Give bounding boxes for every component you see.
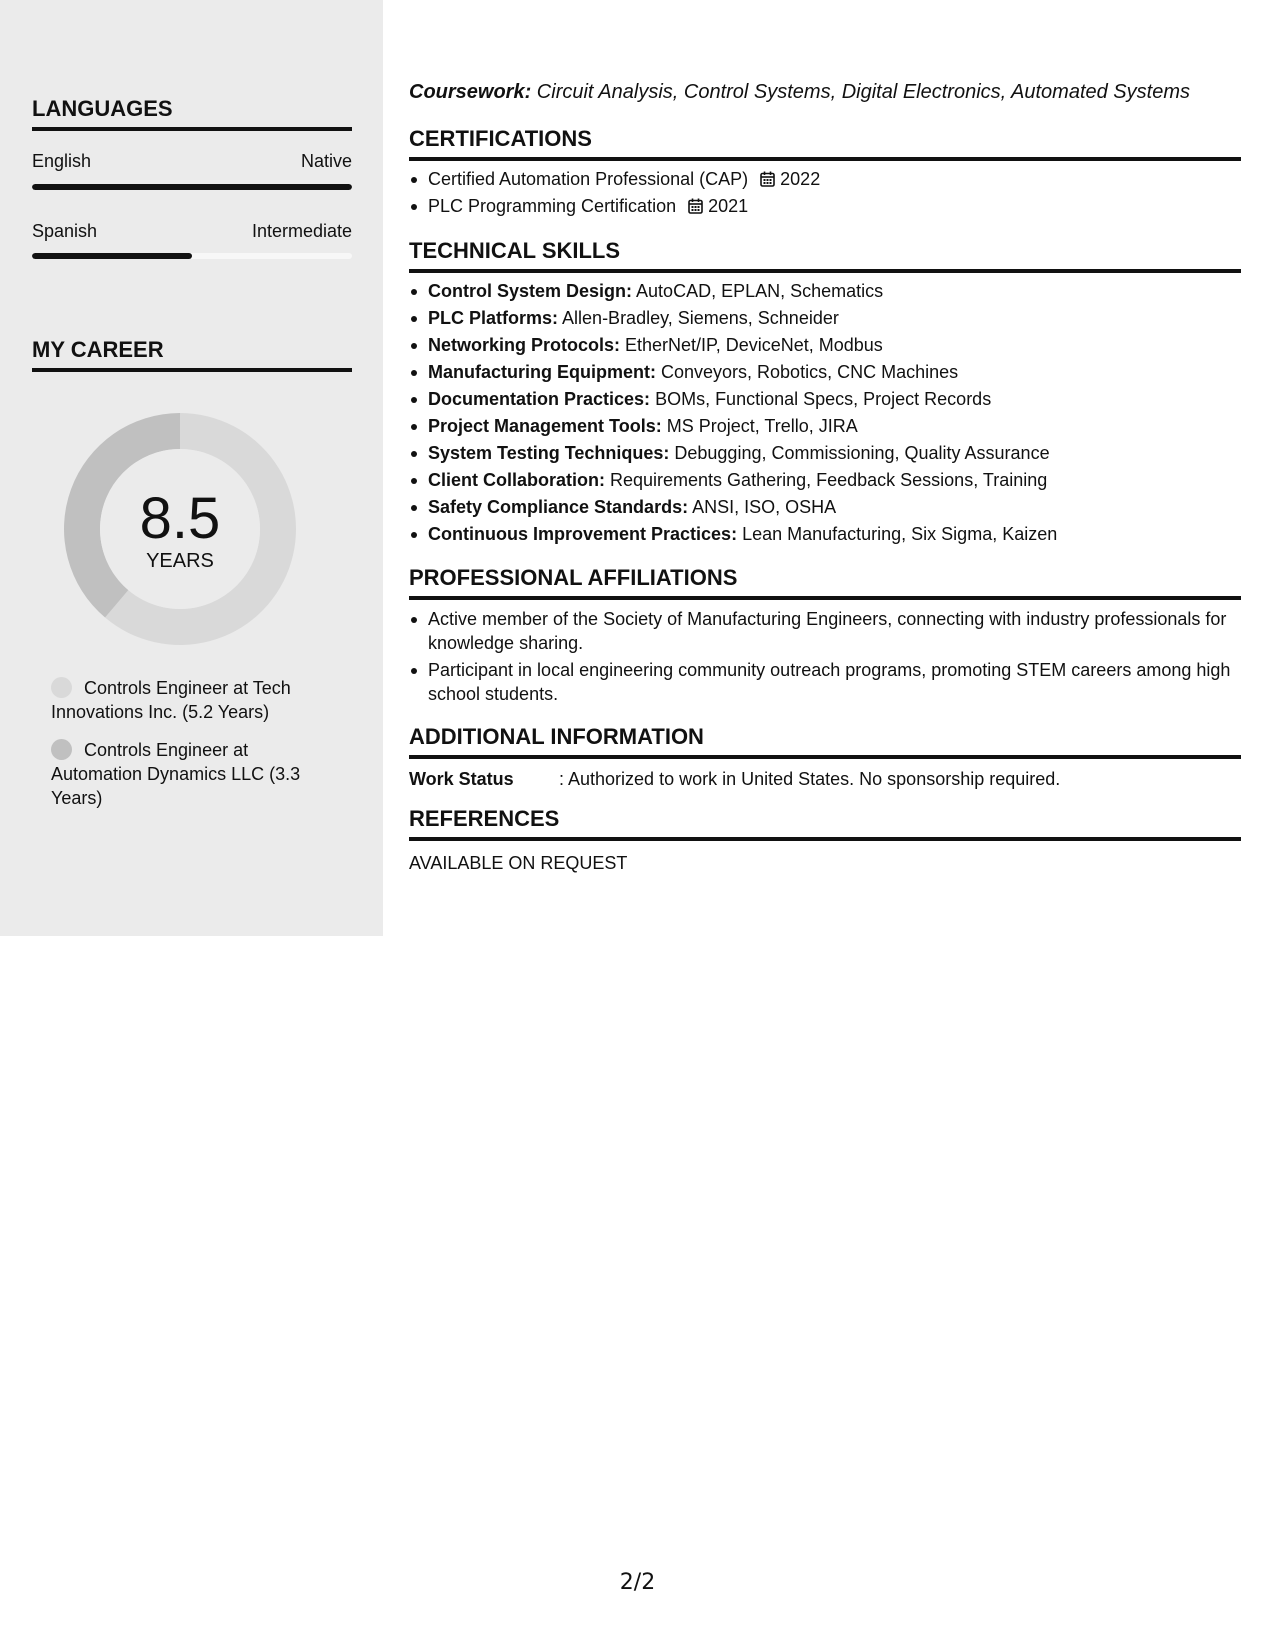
coursework-text: Circuit Analysis, Control Systems, Digital Electronics, Automated Systems — [531, 81, 1190, 103]
language-name: Spanish — [32, 221, 98, 241]
skill-value: Debugging, Commissioning, Quality Assurance — [669, 443, 1050, 463]
certification-year: 2021 — [708, 196, 749, 216]
skill-item — [409, 440, 1241, 467]
skill-value: Allen-Bradley, Siemens, Schneider — [558, 308, 839, 328]
skill-item — [409, 494, 1241, 521]
skill-value: EtherNet/IP, DeviceNet, Modbus — [620, 335, 883, 355]
skill-label: Manufacturing Equipment: — [428, 362, 656, 382]
certifications-heading: CERTIFICATIONS — [409, 126, 1241, 161]
certification-name: Certified Automation Professional (CAP) — [428, 169, 749, 189]
skill-item — [409, 386, 1241, 413]
career-total-unit: YEARS — [146, 550, 214, 572]
skill-value: BOMs, Functional Specs, Project Records — [650, 389, 992, 409]
skill-label: Safety Compliance Standards: — [428, 497, 689, 517]
certifications-list — [409, 166, 1241, 220]
language-name: English — [32, 151, 92, 171]
calendar-icon — [688, 198, 703, 214]
coursework-line — [409, 78, 1241, 106]
skill-label: Documentation Practices: — [428, 389, 651, 409]
skill-item — [409, 467, 1241, 494]
certification-year: 2022 — [780, 169, 821, 189]
skill-label: Client Collaboration: — [428, 470, 605, 490]
career-heading: MY CAREER — [32, 337, 352, 372]
skill-item — [409, 332, 1241, 359]
languages-heading: LANGUAGES — [32, 96, 352, 131]
affiliation-item: Participant in local engineering community outreach programs, promoting STEM careers among high school students. — [409, 658, 1241, 706]
language-bar-english — [32, 184, 352, 190]
skill-item — [409, 278, 1241, 305]
skill-label: Continuous Improvement Practices: — [428, 524, 738, 544]
skill-item — [409, 413, 1241, 440]
calendar-icon — [760, 171, 775, 187]
career-legend-label: Controls Engineer at Automation Dynamics LLC (3.3 Years) — [51, 740, 301, 808]
affiliations-list — [409, 607, 1241, 709]
work-status-row — [409, 766, 1241, 792]
skill-label: Networking Protocols: — [428, 335, 621, 355]
language-bar-fill — [32, 253, 192, 259]
career-total — [64, 486, 296, 573]
coursework-label: Coursework: — [409, 81, 532, 103]
skill-value: Requirements Gathering, Feedback Sessions, Training — [605, 470, 1048, 490]
additional-info-heading: ADDITIONAL INFORMATION — [409, 724, 1241, 759]
skill-item — [409, 305, 1241, 332]
affiliations-heading: PROFESSIONAL AFFILIATIONS — [409, 565, 1241, 600]
affiliation-item: Active member of the Society of Manufacturing Engineers, connecting with industry professionals for knowledge sharing. — [409, 607, 1241, 655]
skill-value: MS Project, Trello, JIRA — [661, 416, 858, 436]
language-row-spanish — [32, 221, 352, 245]
legend-dot — [51, 677, 72, 698]
skill-item — [409, 359, 1241, 386]
career-donut-chart — [64, 413, 296, 645]
skill-value: ANSI, ISO, OSHA — [688, 497, 837, 517]
career-legend-item — [51, 676, 321, 724]
sidebar — [0, 0, 383, 936]
technical-skills-list — [409, 278, 1241, 548]
certification-name: PLC Programming Certification — [428, 196, 677, 216]
certification-item — [409, 166, 1241, 193]
work-status-value: : Authorized to work in United States. No sponsorship required. — [559, 769, 1061, 789]
skill-value: Conveyors, Robotics, CNC Machines — [656, 362, 959, 382]
skill-label: Project Management Tools: — [428, 416, 662, 436]
language-level: Native — [300, 151, 352, 171]
career-legend-label: Controls Engineer at Tech Innovations Inc. (5.2 Years) — [51, 678, 291, 722]
skill-label: System Testing Techniques: — [428, 443, 670, 463]
legend-dot — [51, 739, 72, 760]
skill-label: Control System Design: — [428, 281, 633, 301]
skill-label: PLC Platforms: — [428, 308, 559, 328]
career-total-value: 8.5 — [139, 486, 221, 551]
language-bar-spanish — [32, 253, 352, 259]
skill-value: Lean Manufacturing, Six Sigma, Kaizen — [737, 524, 1058, 544]
skill-value: AutoCAD, EPLAN, Schematics — [632, 281, 884, 301]
language-bar-fill — [32, 184, 352, 190]
career-legend-item — [51, 738, 321, 810]
certification-item — [409, 193, 1241, 220]
language-level: Intermediate — [251, 221, 352, 241]
references-text: AVAILABLE ON REQUEST — [409, 853, 628, 873]
language-row-english — [32, 151, 352, 175]
references-heading: REFERENCES — [409, 806, 1241, 841]
technical-skills-heading: TECHNICAL SKILLS — [409, 238, 1241, 273]
page-number: 2/2 — [619, 1570, 656, 1595]
skill-item — [409, 521, 1241, 548]
work-status-label: Work Status — [409, 769, 514, 789]
